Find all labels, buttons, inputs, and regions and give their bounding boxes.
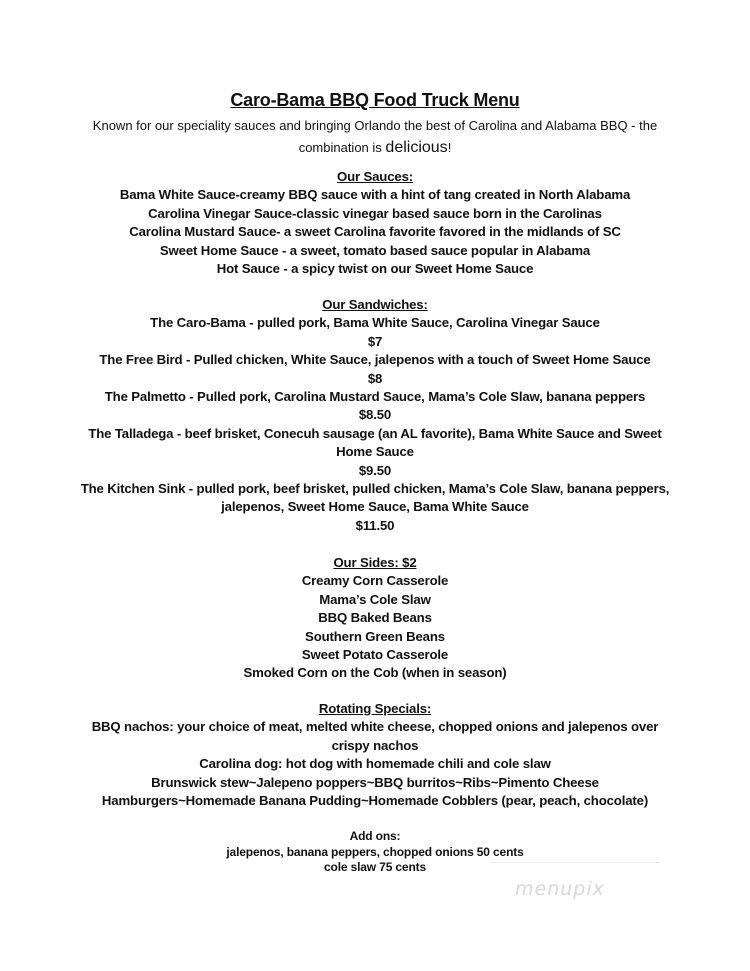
sandwich-desc: The Palmetto - Pulled pork, Carolina Mustard Sauce, Mama’s Cole Slaw, banana peppers (104, 389, 646, 405)
sauce-item: Carolina Mustard Sauce- a sweet Carolina favorite favored in the midlands of SC (129, 224, 621, 240)
intro-emphasis: delicious (385, 139, 448, 156)
watermark-logo: menupix (515, 878, 605, 900)
special-item: BBQ nachos: your choice of meat, melted white cheese, chopped onions and jalepenos over crispy nachos (91, 719, 659, 753)
sandwich-desc: The Kitchen Sink - pulled pork, beef brisket, pulled chicken, Mama’s Cole Slaw, banana peppers, jalepenos, Sweet Home Sauce, Bama White Sauce (80, 481, 670, 515)
intro-text (80, 115, 670, 159)
intro-body: Known for our speciality sauces and bringing Orlando the best of Carolina and Alabama BBQ - the combination is (92, 118, 658, 155)
addons-section (60, 829, 690, 876)
special-item: Carolina dog: hot dog with homemade chili and cole slaw (199, 756, 551, 772)
sides-section (60, 554, 690, 683)
addon-item: cole slaw 75 cents (323, 860, 427, 874)
special-item: Hamburgers~Homemade Banana Pudding~Homemade Cobblers (pear, peach, chocolate) (101, 793, 649, 809)
side-item: BBQ Baked Beans (318, 610, 432, 626)
sandwich-desc: The Talladega - beef brisket, Conecuh sausage (an AL favorite), Bama White Sauce and Sweet Home Sauce (88, 425, 662, 460)
addons-heading: Add ons: (349, 829, 401, 843)
intro-end: ! (447, 140, 452, 155)
sides-heading: Our Sides: $2 (333, 555, 417, 570)
sauces-heading: Our Sauces: (336, 169, 414, 184)
sandwich-price: $8 (367, 370, 383, 386)
menu-title: Caro-Bama BBQ Food Truck Menu (230, 90, 520, 110)
sauce-item: Sweet Home Sauce - a sweet, tomato based sauce popular in Alabama (159, 242, 591, 258)
special-item: Brunswick stew~Jalepeno poppers~BBQ burritos~Ribs~Pimento Cheese (151, 774, 599, 790)
sandwiches-section (75, 296, 675, 535)
sandwich-price: $11.50 (355, 517, 395, 533)
side-item: Mama’s Cole Slaw (319, 591, 431, 607)
specials-heading: Rotating Specials: (318, 701, 432, 716)
sauce-item: Bama White Sauce-creamy BBQ sauce with a hint of tang created in North Alabama (119, 187, 631, 203)
sandwich-desc: The Free Bird - Pulled chicken, White Sauce, jalepenos with a touch of Sweet Home Sauce (99, 352, 651, 368)
sandwich-price: $7 (367, 333, 383, 349)
watermark-divider (490, 862, 660, 863)
side-item: Sweet Potato Casserole (301, 647, 449, 663)
addon-item: jalepenos, banana peppers, chopped onions 50 cents (226, 844, 524, 859)
side-item: Smoked Corn on the Cob (when in season) (243, 665, 507, 681)
sandwich-price: $9.50 (358, 462, 392, 478)
sandwich-desc: The Caro-Bama - pulled pork, Bama White Sauce, Carolina Vinegar Sauce (150, 315, 600, 331)
side-item: Creamy Corn Casserole (301, 573, 449, 589)
sandwiches-heading: Our Sandwiches: (322, 297, 428, 312)
sauce-item: Hot Sauce - a spicy twist on our Sweet Home Sauce (216, 261, 534, 277)
specials-section (80, 700, 670, 810)
sandwich-price: $8.50 (358, 407, 392, 423)
sauces-section (60, 168, 690, 278)
side-item: Southern Green Beans (305, 628, 445, 644)
sauce-item: Carolina Vinegar Sauce-classic vinegar based sauce born in the Carolinas (148, 205, 602, 221)
